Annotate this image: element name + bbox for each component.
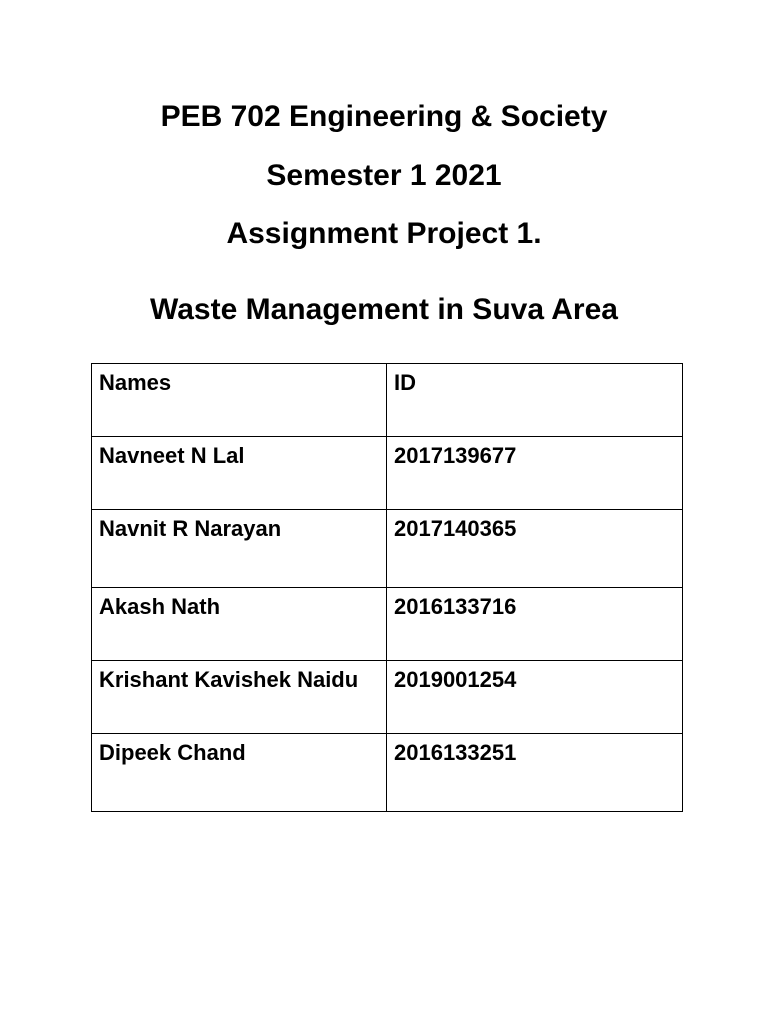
member-name: Akash Nath — [92, 588, 387, 661]
member-id: 2016133716 — [387, 588, 683, 661]
member-id: 2016133251 — [387, 734, 683, 812]
member-name: Dipeek Chand — [92, 734, 387, 812]
member-id: 2017139677 — [387, 437, 683, 510]
member-name: Krishant Kavishek Naidu — [92, 661, 387, 734]
member-id: 2017140365 — [387, 510, 683, 588]
member-name: Navneet N Lal — [92, 437, 387, 510]
table-row — [92, 437, 683, 510]
assignment-title: Assignment Project 1. — [226, 217, 542, 250]
member-id: 2019001254 — [387, 661, 683, 734]
project-topic-title: Waste Management in Suva Area — [150, 293, 618, 326]
semester-title: Semester 1 2021 — [266, 159, 502, 192]
group-members-table — [91, 363, 683, 812]
table-row — [92, 734, 683, 812]
table-row — [92, 510, 683, 588]
member-name: Navnit R Narayan — [92, 510, 387, 588]
table-header-row — [92, 364, 683, 437]
table-row — [92, 588, 683, 661]
course-title: PEB 702 Engineering & Society — [160, 100, 608, 133]
header-names: Names — [92, 364, 387, 437]
header-id: ID — [387, 364, 683, 437]
table-row — [92, 661, 683, 734]
